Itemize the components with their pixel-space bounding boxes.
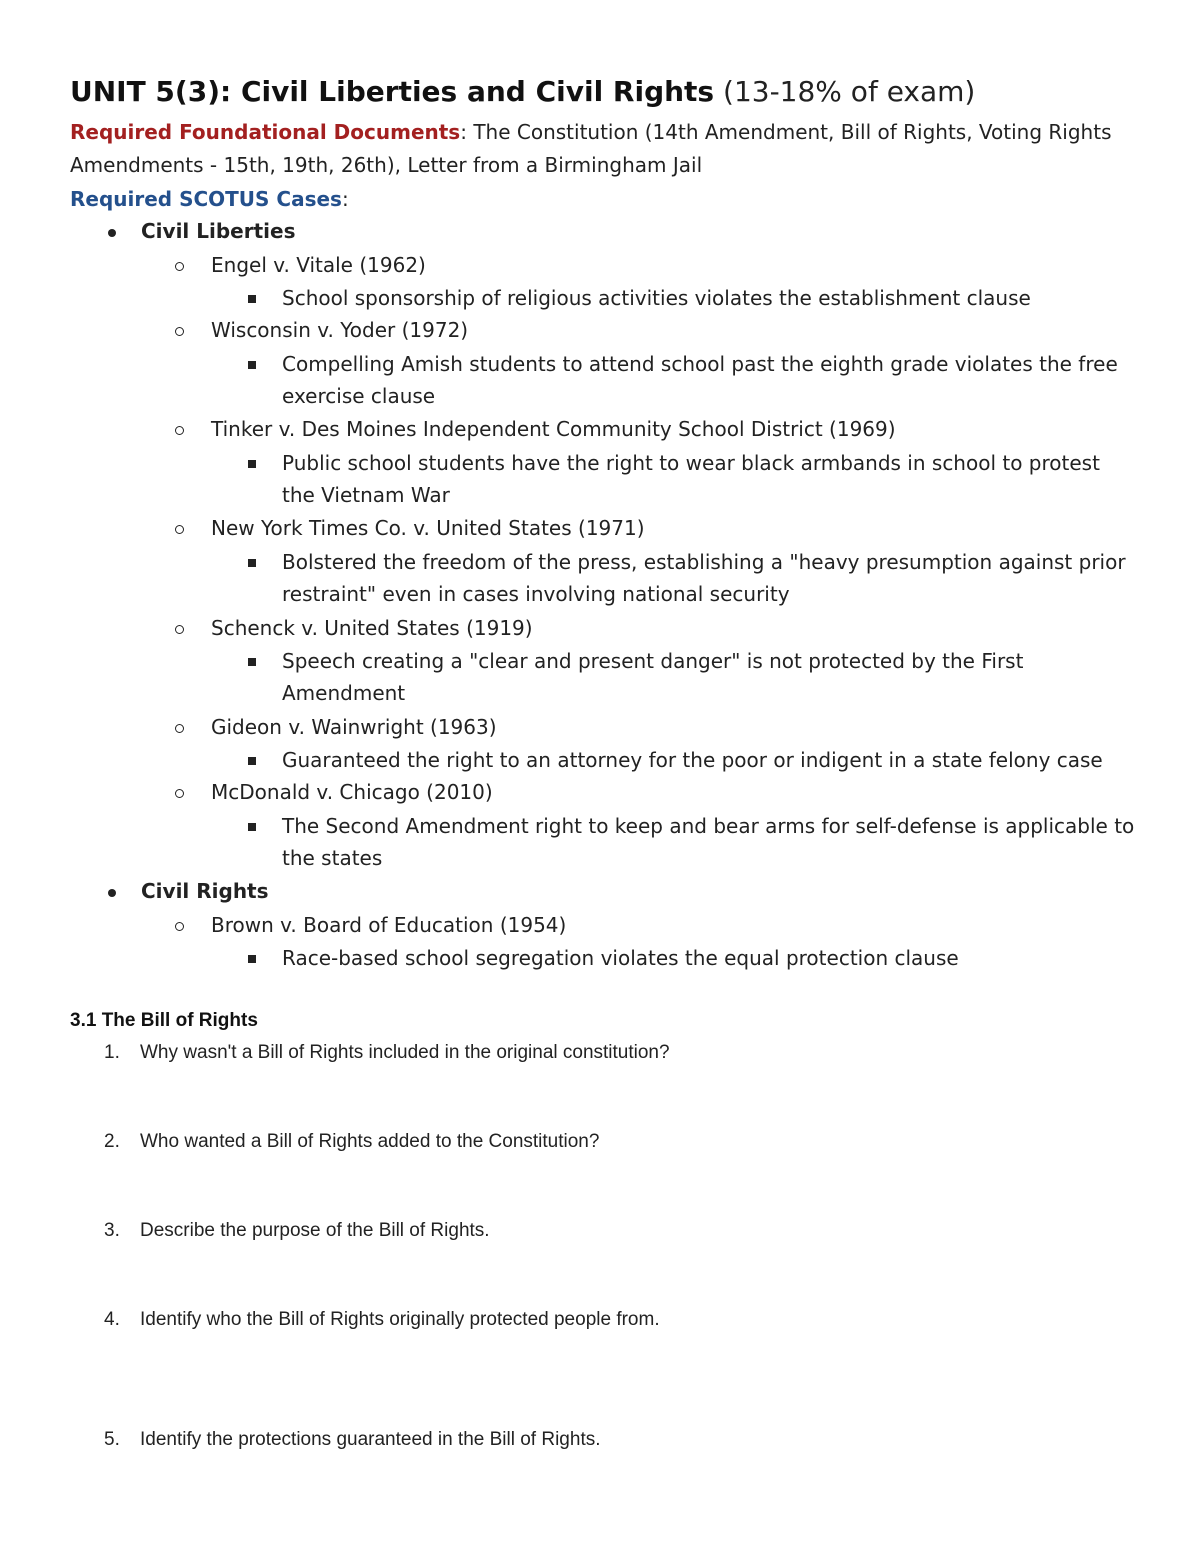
category-civil-rights: Civil Rights <box>141 879 269 903</box>
case-ruling: Speech creating a "clear and present danger" is not protected by the First <box>282 649 1024 673</box>
question-text: Describe the purpose of the Bill of Rights. <box>140 1220 490 1241</box>
case-ruling: School sponsorship of religious activities violates the establishment clause <box>282 286 1031 310</box>
bullet-circle <box>175 327 184 336</box>
bullet-circle <box>175 922 184 931</box>
case-name: McDonald v. Chicago (2010) <box>211 780 493 804</box>
page-title <box>70 72 975 112</box>
case-name: Tinker v. Des Moines Independent Community School District (1969) <box>211 417 896 441</box>
case-name: Engel v. Vitale (1962) <box>211 253 426 277</box>
question-text: Why wasn't a Bill of Rights included in the original constitution? <box>140 1042 670 1063</box>
bullet-square <box>248 823 256 831</box>
bullet-dot <box>108 889 116 897</box>
case-ruling-cont: exercise clause <box>282 384 436 408</box>
foundational-list: : The Constitution (14th Amendment, Bill of Rights, Voting Rights Amendments - 15th, 19th, 26th), Letter from a Birmingham Jail <box>70 120 1112 177</box>
scotus-heading <box>70 183 349 216</box>
question-number: 4. <box>104 1309 120 1330</box>
case-ruling-cont: the states <box>282 846 383 870</box>
foundational-documents <box>70 116 1130 182</box>
case-ruling-cont: the Vietnam War <box>282 483 450 507</box>
bullet-circle <box>175 724 184 733</box>
case-ruling-cont: restraint" even in cases involving national security <box>282 582 790 606</box>
bullet-dot <box>108 229 116 237</box>
question-text: Identify the protections guaranteed in the Bill of Rights. <box>140 1429 601 1450</box>
question-number: 5. <box>104 1429 120 1450</box>
case-ruling: The Second Amendment right to keep and bear arms for self-defense is applicable to <box>282 814 1135 838</box>
bullet-circle <box>175 789 184 798</box>
bullet-square <box>248 757 256 765</box>
bullet-square <box>248 361 256 369</box>
case-name: Wisconsin v. Yoder (1972) <box>211 318 469 342</box>
bullet-square <box>248 658 256 666</box>
title-main: UNIT 5(3): Civil Liberties and Civil Rights <box>70 75 715 108</box>
case-name: Gideon v. Wainwright (1963) <box>211 715 497 739</box>
case-name: Schenck v. United States (1919) <box>211 616 533 640</box>
bullet-circle <box>175 525 184 534</box>
case-ruling: Public school students have the right to wear black armbands in school to protest <box>282 451 1100 475</box>
bullet-circle <box>175 625 184 634</box>
title-exam-weight: (13-18% of exam) <box>723 75 976 108</box>
case-name: New York Times Co. v. United States (1971) <box>211 516 645 540</box>
bullet-square <box>248 460 256 468</box>
bullet-square <box>248 955 256 963</box>
question-number: 1. <box>104 1042 120 1063</box>
case-ruling: Compelling Amish students to attend school past the eighth grade violates the free <box>282 352 1118 376</box>
case-ruling-cont: Amendment <box>282 681 406 705</box>
question-text: Who wanted a Bill of Rights added to the Constitution? <box>140 1131 600 1152</box>
case-ruling: Bolstered the freedom of the press, establishing a "heavy presumption against prior <box>282 550 1126 574</box>
bullet-square <box>248 559 256 567</box>
bullet-circle <box>175 426 184 435</box>
foundational-label: Required Foundational Documents <box>70 120 461 144</box>
section-heading: 3.1 The Bill of Rights <box>70 1010 258 1031</box>
bullet-square <box>248 295 256 303</box>
bullet-circle <box>175 262 184 271</box>
category-civil-liberties: Civil Liberties <box>141 219 296 243</box>
question-number: 2. <box>104 1131 120 1152</box>
case-ruling: Guaranteed the right to an attorney for the poor or indigent in a state felony case <box>282 748 1103 772</box>
scotus-label: Required SCOTUS Cases <box>70 187 342 211</box>
scotus-colon: : <box>341 187 349 211</box>
question-text: Identify who the Bill of Rights originally protected people from. <box>140 1309 660 1330</box>
case-ruling: Race-based school segregation violates the equal protection clause <box>282 946 959 970</box>
question-number: 3. <box>104 1220 120 1241</box>
case-name: Brown v. Board of Education (1954) <box>211 913 567 937</box>
